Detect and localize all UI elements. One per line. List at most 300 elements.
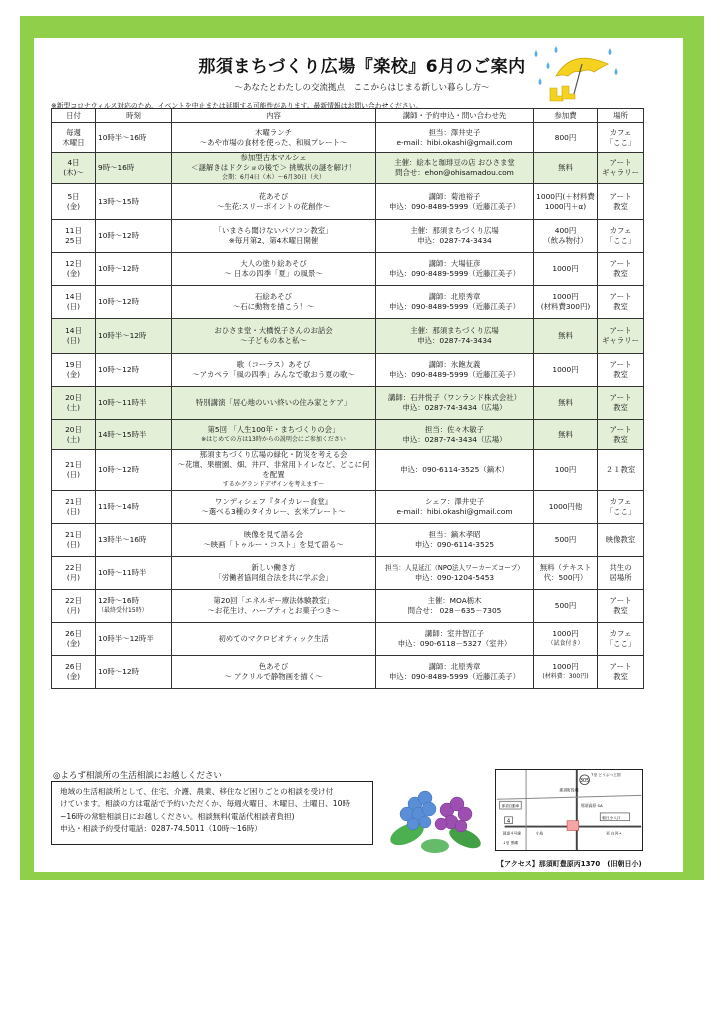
row-time: [96, 623, 172, 656]
row-contact-line: 講師：室井智江子: [424, 629, 485, 638]
row-content: [172, 319, 376, 354]
row-contact: [376, 450, 534, 491]
row-contact-line: 主催：MOA栃木: [427, 596, 482, 605]
row-place-line: アート: [609, 424, 632, 434]
row-date-line: 25日: [65, 236, 82, 245]
row-content-line: ワンディシェフ『タイカレー食堂』: [214, 497, 333, 506]
row-contact-line: 問合せ：ehon@ohisamadou.com: [395, 168, 514, 177]
row-place-line: 教室: [613, 269, 628, 278]
table-header-row: [52, 109, 644, 123]
row-contact-line: 申込：090-6118－5327（室井）: [397, 639, 512, 648]
row-content: [172, 123, 376, 153]
row-date: [52, 557, 96, 590]
row-place-line: ギャラリー: [602, 336, 639, 345]
header-fee: 参加費: [534, 109, 598, 123]
map-label-asahi: 朝日小入口: [602, 815, 621, 820]
row-place-line: アート: [609, 191, 632, 201]
row-fee-line: 1000円: [552, 264, 579, 273]
row-place-line: アート: [609, 360, 632, 369]
row-content-line: 第20回「エネルギー療法体験教室」: [213, 596, 334, 605]
row-content-line: するかグランドデザインを考えます～: [222, 481, 325, 488]
row-content-line: ～石に動物を描こう！～: [232, 302, 315, 311]
row-time: [96, 220, 172, 253]
row-date-line: (月): [66, 573, 81, 582]
page-subtitle: ～あなたとわたしの交流拠点 ここからはじまる新しい暮らし方～: [234, 83, 490, 93]
row-fee: [534, 354, 598, 387]
row-time: [96, 184, 172, 220]
row-date-line: 14日: [65, 326, 82, 335]
row-date-line: 22日: [65, 596, 82, 605]
schedule-body: [52, 123, 644, 689]
row-fee-line: 400円: [554, 226, 577, 235]
row-place-line: 「ここ」: [605, 236, 636, 245]
row-fee-line: 500円: [554, 601, 577, 610]
row-place-line: 居場所: [609, 573, 632, 582]
row-place: [598, 253, 644, 286]
table-row: [52, 354, 644, 387]
row-contact-line: 講師：氷飽友義: [428, 360, 481, 369]
row-contact-line: 担当：佐々木敏子: [424, 424, 485, 434]
row-content: [172, 253, 376, 286]
row-place: [598, 184, 644, 220]
row-contact-line: シェフ：澤井史子: [425, 497, 484, 506]
row-date-line: (日): [66, 302, 81, 311]
row-content-line: 「労働者協同組合法を共に学ぶ会」: [214, 573, 333, 582]
umbrella-illustration: [530, 42, 622, 106]
row-content: [172, 286, 376, 319]
header-contact: 講師・予約申込・問い合わせ先: [376, 109, 534, 123]
row-content: [172, 184, 376, 220]
header-time: 時刻: [96, 109, 172, 123]
consult-title: ◎よろず相談所の生活相談にお越しください: [53, 771, 222, 781]
row-date: [52, 253, 96, 286]
row-time: [96, 524, 172, 557]
hydrangea-illustration: [385, 776, 485, 858]
table-row: [52, 123, 644, 153]
row-contact: [376, 354, 534, 387]
row-content-line: ～ アクリルで静物画を描く～: [224, 672, 323, 681]
table-row: [52, 184, 644, 220]
row-content-line: ～花壇、果樹園、畑、井戸、非常用トイレなど、どこに何を配置: [177, 460, 370, 479]
row-date-line: 12日: [65, 259, 82, 268]
row-fee: [534, 557, 598, 590]
row-time-line: 12時～16時: [98, 596, 139, 605]
row-place-line: 教室: [613, 302, 628, 311]
row-place-line: アート: [609, 259, 632, 268]
row-place: [598, 387, 644, 420]
map-label-305: 305: [579, 778, 590, 785]
row-content: [172, 557, 376, 590]
row-date: [52, 524, 96, 557]
map-label-north: ↑至 どうぶつ王国: [590, 772, 621, 777]
row-place: [598, 420, 644, 450]
row-time: [96, 286, 172, 319]
row-content-line: 花あそび: [258, 191, 289, 201]
row-contact-line: 担当：澤井史子: [428, 127, 481, 137]
row-contact-line: e-mail：hibi.okashi@gmail.com: [396, 137, 513, 147]
row-fee-line: 無料: [558, 429, 573, 439]
consult-phone-line: 申込・相談予約受付電話：0287-74.5011（10時～16時）: [60, 823, 262, 833]
row-date-line: (土): [66, 434, 81, 444]
row-fee: [534, 590, 598, 623]
row-date-line: 22日: [65, 563, 82, 572]
row-contact: [376, 319, 534, 354]
row-content-line: ～ 日本の四季「夏」の風景～: [224, 269, 323, 278]
row-place-line: アート: [609, 393, 632, 402]
row-content-line: 新しい働き方: [251, 563, 296, 572]
row-fee: [534, 184, 598, 220]
row-place-line: ギャラリー: [602, 168, 639, 177]
row-date-line: 14日: [65, 292, 82, 301]
row-place-line: カフェ: [609, 497, 632, 506]
row-date-line: (月): [66, 606, 81, 615]
table-row: [52, 220, 644, 253]
row-fee: [534, 623, 598, 656]
header-date: 日付: [52, 109, 96, 123]
row-content-line: ～生花:スリーポイントの花創作～: [216, 201, 331, 211]
row-time-line: 9時～16時: [98, 163, 135, 172]
row-content-line: おひさま堂・大橋悦子さんのお話会: [214, 326, 333, 335]
row-content-line: 石絵あそび: [255, 292, 292, 301]
row-contact-line: 主催：絵本と珈琲豆の店 おひさま堂: [394, 158, 515, 167]
row-contact-line: 講師：菊池裕子: [428, 191, 481, 201]
row-contact: [376, 590, 534, 623]
row-place: [598, 623, 644, 656]
page-title: 那須まちづくり広場『楽校』6月のご案内: [198, 57, 526, 77]
hydrangea-blue-icon: [400, 791, 436, 830]
row-place-line: 「ここ」: [605, 137, 636, 147]
row-time-line: 10時～12時: [98, 264, 139, 273]
row-content-line: ～選べる3種のタイカレー、玄米プレート～: [201, 507, 346, 516]
table-row: [52, 420, 644, 450]
row-contact-line: 主催：那須まちづくり広場: [410, 226, 499, 235]
row-place: [598, 450, 644, 491]
access-map: [495, 769, 643, 851]
access-address: 【アクセス】那須町豊原丙1370 (旧朝日小): [497, 860, 642, 868]
row-fee: [534, 153, 598, 184]
schedule-table: [51, 108, 644, 689]
row-time-line: 10時～11時半: [98, 398, 147, 407]
row-place-line: カフェ: [609, 127, 632, 137]
row-date-line: 11日: [65, 226, 82, 235]
row-content-line: ～子どもの本と私～: [240, 336, 307, 345]
row-content-line: 第5回 「人生100年・まちづくりの会」: [207, 424, 340, 434]
table-row: [52, 319, 644, 354]
row-time-line: 10時～12時: [98, 297, 139, 306]
row-time: [96, 557, 172, 590]
covid-notice: ※新型コロナウィルス対応のため、イベントを中止または延期する可能性があります。最新情報はお問い合わせください。: [51, 102, 423, 110]
row-contact-line: 申込：090-8489-5999（近藤江美子）: [389, 672, 520, 681]
row-place-line: 映像教室: [605, 535, 636, 544]
row-time: [96, 253, 172, 286]
row-contact: [376, 420, 534, 450]
row-contact-line: 申込：090-6114-3525（鏑木）: [400, 465, 509, 474]
row-content-line: 会期：6月4日（木）～6月30日（火）: [221, 174, 326, 181]
row-place-line: カフェ: [609, 629, 632, 638]
row-date: [52, 491, 96, 524]
table-row: [52, 557, 644, 590]
row-date-line: 26日: [65, 662, 82, 671]
row-date-line: (金): [66, 370, 81, 379]
row-content-line: ～お花生け、ハーブティとお菓子つき～: [207, 606, 340, 615]
row-fee: [534, 656, 598, 689]
row-date-line: (日): [66, 336, 81, 345]
row-contact: [376, 557, 534, 590]
row-time-line: 10時～12時: [98, 365, 139, 374]
row-fee-line: 無料: [558, 331, 573, 340]
row-time: [96, 590, 172, 623]
row-content-line: 歌（コーラス）あそび: [236, 360, 311, 369]
map-label-kotsu: 小島: [535, 831, 544, 836]
row-place-line: カフェ: [609, 226, 632, 235]
row-contact-line: 講師：大場征彦: [428, 259, 481, 268]
row-date-line: (金): [66, 201, 81, 211]
row-contact-line: 申込：090-8489-5999（近藤江美子）: [389, 269, 520, 278]
row-time-line: 13時半～16時: [98, 535, 147, 544]
table-row: [52, 623, 644, 656]
row-contact-line: e-mail：hibi.okashi@gmail.com: [396, 507, 513, 516]
row-place: [598, 557, 644, 590]
table-row: [52, 656, 644, 689]
row-date-line: 20日: [65, 393, 82, 402]
row-date: [52, 623, 96, 656]
row-contact-line: 講師：北原秀章: [428, 662, 481, 671]
row-time-line: 10時～12時: [98, 667, 139, 676]
row-time-line: 10時半～12時: [98, 331, 147, 340]
row-date: [52, 656, 96, 689]
table-row: [52, 491, 644, 524]
row-place-line: アート: [609, 326, 632, 335]
row-date: [52, 387, 96, 420]
row-time: [96, 387, 172, 420]
row-content-line: 映像を見て語る会: [243, 530, 304, 539]
row-contact-line: 担当：人見延江（NPO法人ワーカーズコープ）: [385, 564, 524, 572]
consult-line: ~16時の常駐相談日にお越しください。相談無料(電話代相談者負担): [60, 811, 295, 821]
row-content-line: 那須まちづくり広場の緑化・防災を考える会: [199, 450, 348, 459]
row-content-line: ～あや市場の食材を使った、和風プレート～: [199, 137, 348, 147]
row-fee-line: 1000円＋α): [544, 201, 587, 211]
row-time: [96, 450, 172, 491]
row-date: [52, 354, 96, 387]
row-fee-line: 1000円(＋材料費: [536, 191, 595, 201]
row-place: [598, 656, 644, 689]
row-contact: [376, 220, 534, 253]
row-place-line: アート: [609, 292, 632, 301]
row-time-line: 10時～11時半: [98, 568, 147, 577]
row-time-line: 10時半～12時半: [98, 634, 154, 643]
row-content-line: 初めてのマクロビオティック生活: [218, 634, 329, 643]
row-time-line: 10時～12時: [98, 231, 139, 240]
row-contact-line: 講師：北原秀章: [428, 292, 481, 301]
row-content-line: 「いまさら聞けないパソコン教室」: [214, 226, 333, 235]
row-date-line: 5日: [67, 191, 80, 201]
row-content-line: ※毎月第2、第4木曜日開催: [228, 236, 319, 245]
row-date-line: (金): [66, 639, 81, 648]
row-fee: [534, 286, 598, 319]
row-place: [598, 590, 644, 623]
row-time-line: （最終受付15時）: [98, 607, 148, 614]
row-fee-line: 無料: [558, 163, 573, 172]
row-fee: [534, 524, 598, 557]
row-date-line: 21日: [65, 530, 82, 539]
row-place: [598, 524, 644, 557]
table-row: [52, 286, 644, 319]
table-row: [52, 253, 644, 286]
row-place: [598, 123, 644, 153]
row-fee-line: 1000円: [552, 292, 579, 301]
row-date-line: 4日: [67, 158, 80, 167]
row-contact: [376, 253, 534, 286]
row-place-line: 教室: [613, 403, 628, 412]
row-contact-line: 申込：090-8489-5999（近藤江美子）: [389, 302, 520, 311]
row-contact: [376, 184, 534, 220]
row-contact: [376, 387, 534, 420]
row-contact: [376, 286, 534, 319]
consult-line: 地域の生活相談所として、住宅、介護、農業、移住など困りごとの相談を受け付: [60, 787, 334, 796]
row-content: [172, 656, 376, 689]
row-time-line: 11時～14時: [98, 502, 139, 511]
row-fee: [534, 491, 598, 524]
row-content-line: 特別講演「居心地のいい終いの住み家とケア」: [195, 398, 352, 407]
row-content-line: 参加型古本マルシェ: [240, 153, 307, 162]
row-time-line: 10時～12時: [98, 465, 139, 474]
row-contact: [376, 524, 534, 557]
table-row: [52, 450, 644, 491]
row-date: [52, 220, 96, 253]
row-date: [52, 184, 96, 220]
consult-line: けています。相談の方は電話で予約いただくか、毎週火曜日、木曜日、土曜日、10時: [60, 799, 351, 809]
row-contact-line: 問合せ： 028－635－7305: [407, 606, 502, 615]
row-fee: [534, 387, 598, 420]
row-contact-line: 担当：鏑木孝昭: [428, 530, 481, 539]
row-content: [172, 387, 376, 420]
row-fee-line: 1000円: [552, 629, 579, 638]
row-date: [52, 153, 96, 184]
row-date-line: (木)～: [63, 168, 84, 177]
row-date-line: (日): [66, 470, 81, 479]
row-fee-line: (材料費300円): [540, 302, 591, 311]
row-contact-line: 主催：那須まちづくり広場: [410, 326, 499, 335]
row-date-line: 19日: [65, 360, 82, 369]
row-time: [96, 319, 172, 354]
row-fee-line: 100円: [554, 465, 577, 474]
consult-box: [51, 781, 373, 845]
row-contact-line: 申込：090-1204-5453: [414, 573, 495, 582]
row-place-line: 教室: [613, 370, 628, 379]
row-contact-line: 講師：石井悦子（ワンランド株式会社）: [387, 393, 522, 402]
row-time: [96, 656, 172, 689]
row-place-line: 教室: [613, 201, 628, 211]
row-fee-line: 1000円: [552, 662, 579, 671]
row-content: [172, 623, 376, 656]
row-fee: [534, 319, 598, 354]
row-content-line: ＜謎解きはドクショの後で＞ 挑戦状の謎を解け！: [191, 163, 356, 172]
row-contact: [376, 623, 534, 656]
rain-boots-icon: [550, 86, 575, 101]
row-content: [172, 220, 376, 253]
table-row: [52, 590, 644, 623]
row-contact-line: 申込：0287-74-3434: [417, 236, 492, 245]
map-label-route4: 国道４号線: [502, 831, 522, 836]
map-label-circle: 那須高原 SA: [580, 803, 603, 809]
row-place: [598, 220, 644, 253]
row-fee: [534, 123, 598, 153]
row-time: [96, 420, 172, 450]
row-fee: [534, 420, 598, 450]
row-content-line: 木曜ランチ: [255, 127, 292, 137]
row-place-line: 教室: [613, 606, 628, 615]
row-contact-line: 申込：090-8489-5999（近藤江美子）: [389, 201, 520, 211]
row-content: [172, 590, 376, 623]
row-place-line: 共生の: [609, 563, 632, 572]
row-date: [52, 450, 96, 491]
row-place-line: 「ここ」: [605, 639, 636, 648]
row-place-line: 教室: [613, 672, 628, 681]
row-time: [96, 123, 172, 153]
map-cross-road: [497, 795, 641, 799]
row-place-line: アート: [609, 158, 632, 167]
table-row: [52, 524, 644, 557]
row-place-line: 教室: [613, 434, 628, 444]
row-place-line: アート: [609, 596, 632, 605]
row-contact-line: 申込：0287-74-3434（広場）: [402, 434, 507, 444]
row-place-line: アート: [609, 662, 632, 671]
row-fee-line: 代：500円）: [543, 573, 588, 582]
row-date: [52, 590, 96, 623]
map-destination-marker: [567, 821, 579, 831]
row-time: [96, 153, 172, 184]
row-content-line: ※はじめての方は13時からの説明会にご参加ください: [201, 435, 346, 443]
row-content-line: 色あそび: [258, 662, 289, 671]
row-date-line: 21日: [65, 497, 82, 506]
row-content: [172, 420, 376, 450]
table-row: [52, 153, 644, 184]
row-contact-line: 申込：0287-74-3434（広場）: [402, 403, 507, 412]
row-date-line: 21日: [65, 460, 82, 469]
row-contact-line: 申込：090-8489-5999（近藤江美子）: [389, 370, 520, 379]
row-contact: [376, 656, 534, 689]
row-fee-line: (材料費：300円): [542, 673, 589, 680]
row-place: [598, 491, 644, 524]
row-contact: [376, 123, 534, 153]
row-time-line: 14時～15時半: [98, 429, 147, 439]
row-fee-line: 500円: [554, 535, 577, 544]
row-contact-line: 申込：090-6114-3525: [414, 540, 495, 549]
row-place-line: ２１教室: [605, 465, 636, 474]
row-date-line: 木曜日: [62, 137, 85, 147]
map-label-town-office: 那須町役場: [559, 787, 579, 793]
row-date: [52, 123, 96, 153]
map-label-garage: 那須自動車: [501, 804, 520, 809]
row-date-line: (金): [66, 672, 81, 681]
row-date: [52, 319, 96, 354]
header-content: 内容: [172, 109, 376, 123]
row-content-line: 大人の塗り絵あそび: [240, 259, 307, 268]
row-place: [598, 153, 644, 184]
row-contact: [376, 153, 534, 184]
row-fee-line: （飲み物付）: [543, 236, 588, 245]
row-fee: [534, 220, 598, 253]
map-label-shirakawa: 至 白河→: [606, 831, 622, 836]
row-time: [96, 354, 172, 387]
row-content: [172, 354, 376, 387]
row-fee-line: 1000円: [552, 365, 579, 374]
row-date: [52, 420, 96, 450]
hydrangea-purple-icon: [435, 797, 472, 832]
row-fee-line: 800円: [554, 132, 577, 142]
table-row: [52, 387, 644, 420]
row-contact-line: 申込：0287-74-3434: [417, 336, 492, 345]
